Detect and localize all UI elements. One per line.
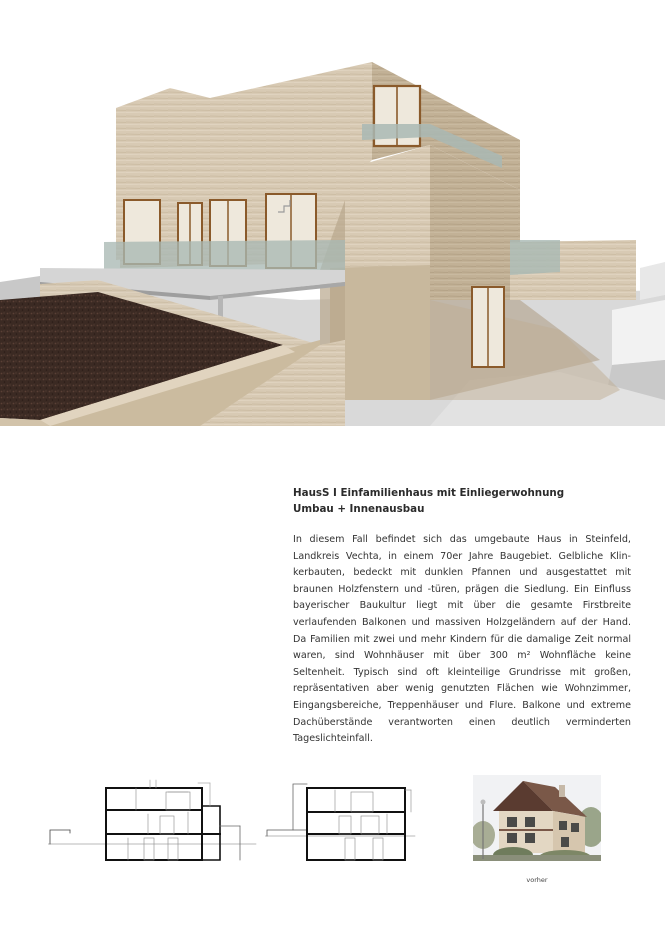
project-description: In diesem Fall befindet sich das umgebaute Haus in Steinfeld, Landkreis Vechta, in einem 70er Jahre Baugebiet. Gelbliche Klinkerbauten, bedeckt mit dunklen Pfannen und ausgestattet mit braunen Holzfenstern und -türen, prägen die Siedlung. Ein Einfluss bayerischer Baukultur liegt mit über die gesamte Firstbreite verlaufenden Balkonen und massiven Holzgeländern auf der Hand. Da Familien mit zwei und mehr Kindern für die damalige Zeit normal waren, sind Wohnhäuser mit über 300 m² Wohnfläche keine Seltenheit. Typisch sind oft kleinteilige Grundrisse mit großen, repräsentativen aber wenig genutzten Flächen wie Wohnzimmer, Eingangsbereiche, Treppenhäuser und Flure. Balkone und extreme Dachüberstände verantworten einen deutlich verminderten Tageslichteinfall. xyxy=(293,534,631,745)
before-photo xyxy=(473,775,601,861)
project-heading xyxy=(293,485,631,517)
section-drawing-left xyxy=(48,778,258,862)
hero-rendering xyxy=(0,0,665,426)
project-title: HausS I Einfamilienhaus mit Einliegerwohnung xyxy=(293,487,565,499)
section-drawing-right xyxy=(265,778,417,862)
photo-caption: vorher xyxy=(526,876,548,884)
project-subtitle: Umbau + Innenausbau xyxy=(293,503,425,515)
